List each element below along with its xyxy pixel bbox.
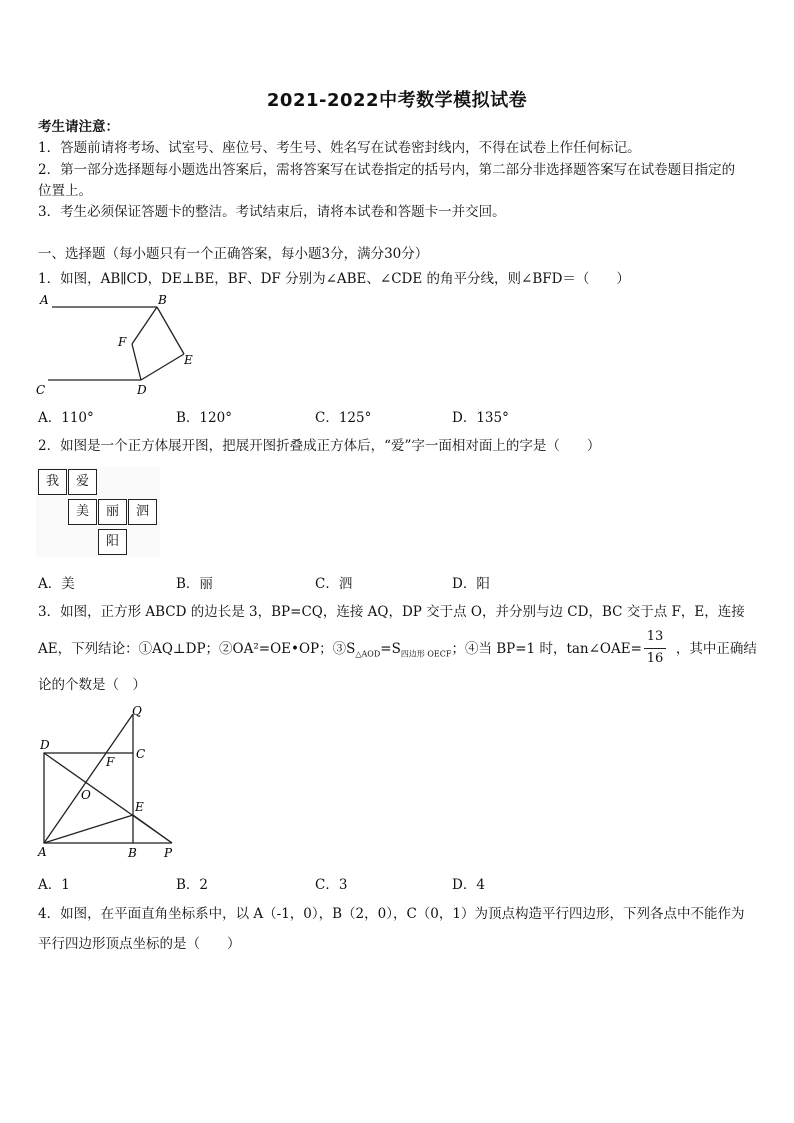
q2-net-figure bbox=[36, 467, 160, 557]
q1-figure bbox=[36, 292, 206, 400]
q1-seg-fd bbox=[132, 344, 141, 380]
q3-label-a: A bbox=[38, 845, 47, 859]
q2-option-a: A．美 bbox=[38, 576, 75, 592]
q3-label-o: O bbox=[81, 788, 91, 802]
q3-line-2d: ，其中正确结 bbox=[675, 641, 757, 657]
notice-item-2-cont: 位置上。 bbox=[38, 183, 92, 199]
q3-sub-aod: △AOD bbox=[355, 649, 381, 659]
section-heading: 一、选择题（每小题只有一个正确答案，每小题3分，满分30分） bbox=[38, 246, 429, 262]
q3-label-d: D bbox=[40, 738, 50, 752]
q1-label-b: B bbox=[158, 293, 167, 307]
q1-seg-be bbox=[157, 307, 184, 354]
notice-item-1: 1．答题前请将考场、试室号、座位号、考生号、姓名写在试卷密封线内，不得在试卷上作任何标记。 bbox=[38, 140, 641, 156]
q1-option-c: C．125° bbox=[315, 410, 372, 426]
q1-label-a: A bbox=[40, 293, 49, 307]
q1-option-b: B．120° bbox=[176, 410, 232, 426]
q3-frac-numerator: 13 bbox=[646, 629, 664, 644]
q2-cell-yang: 阳 bbox=[98, 529, 127, 555]
notice-item-3: 3．考生必须保证答题卡的整洁。考试结束后，请将本试卷和答题卡一并交回。 bbox=[38, 204, 506, 220]
q1-label-d: D bbox=[137, 383, 147, 397]
q3-seg-ep bbox=[133, 815, 172, 843]
q3-option-b: B．2 bbox=[176, 877, 209, 893]
q1-seg-bf bbox=[132, 307, 157, 344]
q3-label-p: P bbox=[164, 846, 173, 860]
q3-figure bbox=[34, 700, 184, 864]
q2-option-c: C．泗 bbox=[315, 576, 353, 592]
q3-line-2b: =S bbox=[380, 641, 401, 657]
q4-line-2: 平行四边形顶点坐标的是（ ） bbox=[38, 936, 241, 952]
q3-line-2a: AE，下列结论：①AQ⊥DP；②OA²=OE•OP；③S bbox=[38, 641, 356, 657]
q3-label-b: B bbox=[128, 846, 137, 860]
q2-cell-wo: 我 bbox=[38, 469, 67, 495]
notice-heading: 考生请注意： bbox=[38, 119, 119, 135]
q1-label-e: E bbox=[184, 353, 193, 367]
q1-label-f: F bbox=[118, 335, 127, 349]
q3-line-1: 3．如图，正方形 ABCD 的边长是 3，BP=CQ，连接 AQ，DP 交于点 O，并分别与边 CD，BC 交于点 F，E，连接 bbox=[38, 604, 745, 620]
notice-item-2: 2．第一部分选择题每小题选出答案后，需将答案写在试卷指定的括号内，第二部分非选择题答案写在试卷题目指定的 bbox=[38, 162, 736, 178]
q1-option-d: D．135° bbox=[452, 410, 509, 426]
q4-line-1: 4．如图，在平面直角坐标系中，以 A（-1，0），B（2，0），C（0，1）为顶点构造平行四边形，下列各点中不能作为 bbox=[38, 906, 745, 922]
q3-frac-denominator: 16 bbox=[646, 651, 664, 666]
page-title: 2021-2022中考数学模拟试卷 bbox=[266, 90, 528, 111]
q3-line-3: 论的个数是（ ） bbox=[38, 677, 146, 693]
q2-cell-si: 泗 bbox=[128, 499, 157, 525]
q3-option-c: C．3 bbox=[315, 877, 348, 893]
q2-option-d: D．阳 bbox=[452, 576, 490, 592]
q1-stem: 1．如图，AB∥CD，DE⊥BE，BF、DF 分别为∠ABE、∠CDE 的角平分线，则∠BFD＝（ ） bbox=[38, 271, 630, 287]
q3-seg-ae bbox=[44, 815, 133, 843]
q3-label-q: Q bbox=[132, 704, 142, 718]
q3-label-c: C bbox=[136, 747, 146, 761]
q2-cell-li: 丽 bbox=[98, 499, 127, 525]
q3-line-2c: ；④当 BP=1 时，tan∠OAE= bbox=[451, 641, 642, 657]
q1-seg-ed bbox=[141, 354, 184, 380]
q3-option-a: A．1 bbox=[38, 877, 70, 893]
q3-label-f: F bbox=[106, 755, 115, 769]
q2-option-b: B．丽 bbox=[176, 576, 213, 592]
q3-frac-bar bbox=[644, 648, 666, 649]
q2-stem: 2．如图是一个正方体展开图，把展开图折叠成正方体后，“爱”字一面相对面上的字是（ ） bbox=[38, 438, 601, 454]
q3-sub-oecf: 四边形 OECF bbox=[400, 649, 452, 659]
q3-label-e: E bbox=[135, 800, 144, 814]
q2-cell-mei: 美 bbox=[68, 499, 97, 525]
q3-option-d: D．4 bbox=[452, 877, 485, 893]
q1-label-c: C bbox=[36, 383, 46, 397]
q3-seg-aq bbox=[44, 714, 133, 843]
q1-option-a: A．110° bbox=[38, 410, 94, 426]
q2-cell-ai: 爱 bbox=[68, 469, 97, 495]
